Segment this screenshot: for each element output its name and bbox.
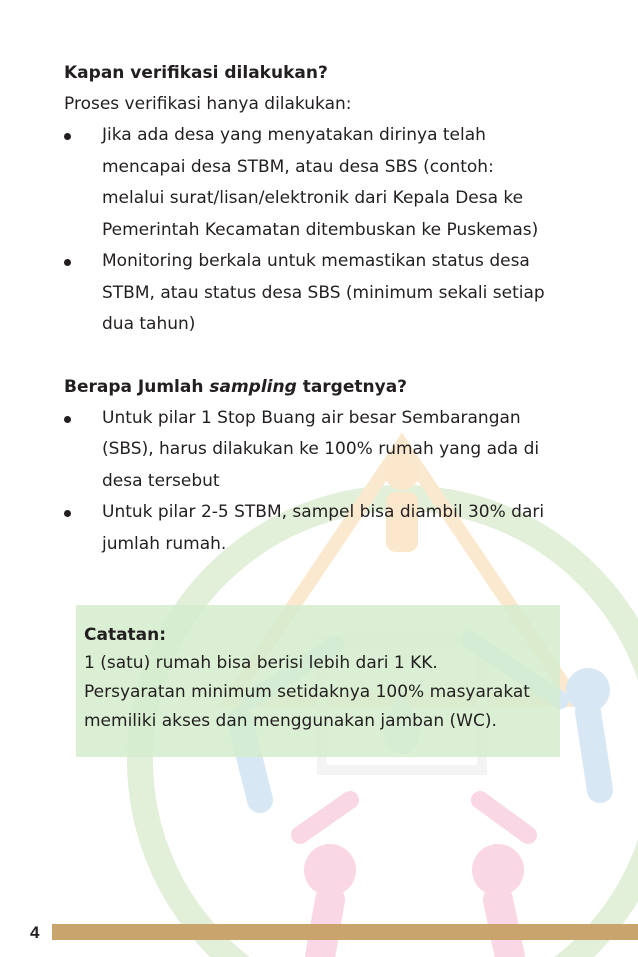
list-item	[64, 120, 584, 246]
watermark-person-right-body	[588, 712, 600, 790]
bullet-line: jumlah rumah.	[102, 533, 227, 554]
section-verification-intro: Proses verifikasi hanya dilakukan:	[64, 94, 352, 114]
bullet-line: melalui surat/lisan/elektronik dari Kepala Desa ke	[102, 188, 524, 208]
main-content	[64, 58, 584, 560]
bullet-line: Jika ada desa yang menyatakan dirinya telah	[102, 125, 486, 145]
watermark-person-bottom-right-arm	[480, 800, 528, 835]
note-line: 1 (satu) rumah bisa berisi lebih dari 1 KK.	[84, 653, 438, 673]
verification-bullet-list	[64, 120, 584, 341]
bullet-line: STBM, atau status desa SBS (minimum sekali setiap	[102, 282, 545, 303]
page-number: 4	[0, 920, 52, 946]
list-item	[64, 403, 584, 498]
bullet-icon	[64, 510, 71, 517]
note-title: Catatan:	[84, 625, 167, 645]
note-line: Persyaratan minimum setidaknya 100% masyarakat	[84, 682, 530, 702]
bullet-icon	[64, 133, 71, 140]
sampling-title-suffix: targetnya?	[296, 376, 408, 397]
note-line: memiliki akses dan menggunakan jamban (WC).	[84, 711, 497, 731]
footer-bar	[0, 924, 638, 940]
bullet-line: (SBS), harus dilakukan ke 100% rumah yang ada di	[102, 439, 540, 459]
sampling-title-italic: sampling	[209, 376, 297, 397]
sampling-bullet-list	[64, 403, 584, 561]
bullet-line: Untuk pilar 2-5 STBM, sampel bisa diambil 30% dari	[102, 502, 545, 522]
sampling-title-prefix: Berapa Jumlah	[64, 376, 210, 397]
bullet-line: dua tahun)	[102, 314, 196, 334]
bullet-line: Untuk pilar 1 Stop Buang air besar Sembarangan	[102, 407, 521, 428]
bullet-icon	[64, 259, 71, 266]
list-item	[64, 246, 584, 341]
section-spacer	[64, 341, 584, 372]
section-sampling-title	[64, 372, 584, 403]
watermark-person-bottom-left-arm	[300, 800, 350, 835]
note-box	[76, 605, 560, 757]
bullet-line: Pemerintah Kecamatan ditembuskan ke Puskemas)	[102, 219, 539, 240]
section-verification-title: Kapan verifikasi dilakukan?	[64, 63, 328, 83]
bullet-icon	[64, 416, 71, 423]
list-item	[64, 497, 584, 560]
bullet-line: mencapai desa STBM, atau desa SBS (contoh:	[102, 156, 494, 177]
bullet-line: Monitoring berkala untuk memastikan status desa	[102, 251, 530, 271]
bullet-line: desa tersebut	[102, 470, 220, 491]
